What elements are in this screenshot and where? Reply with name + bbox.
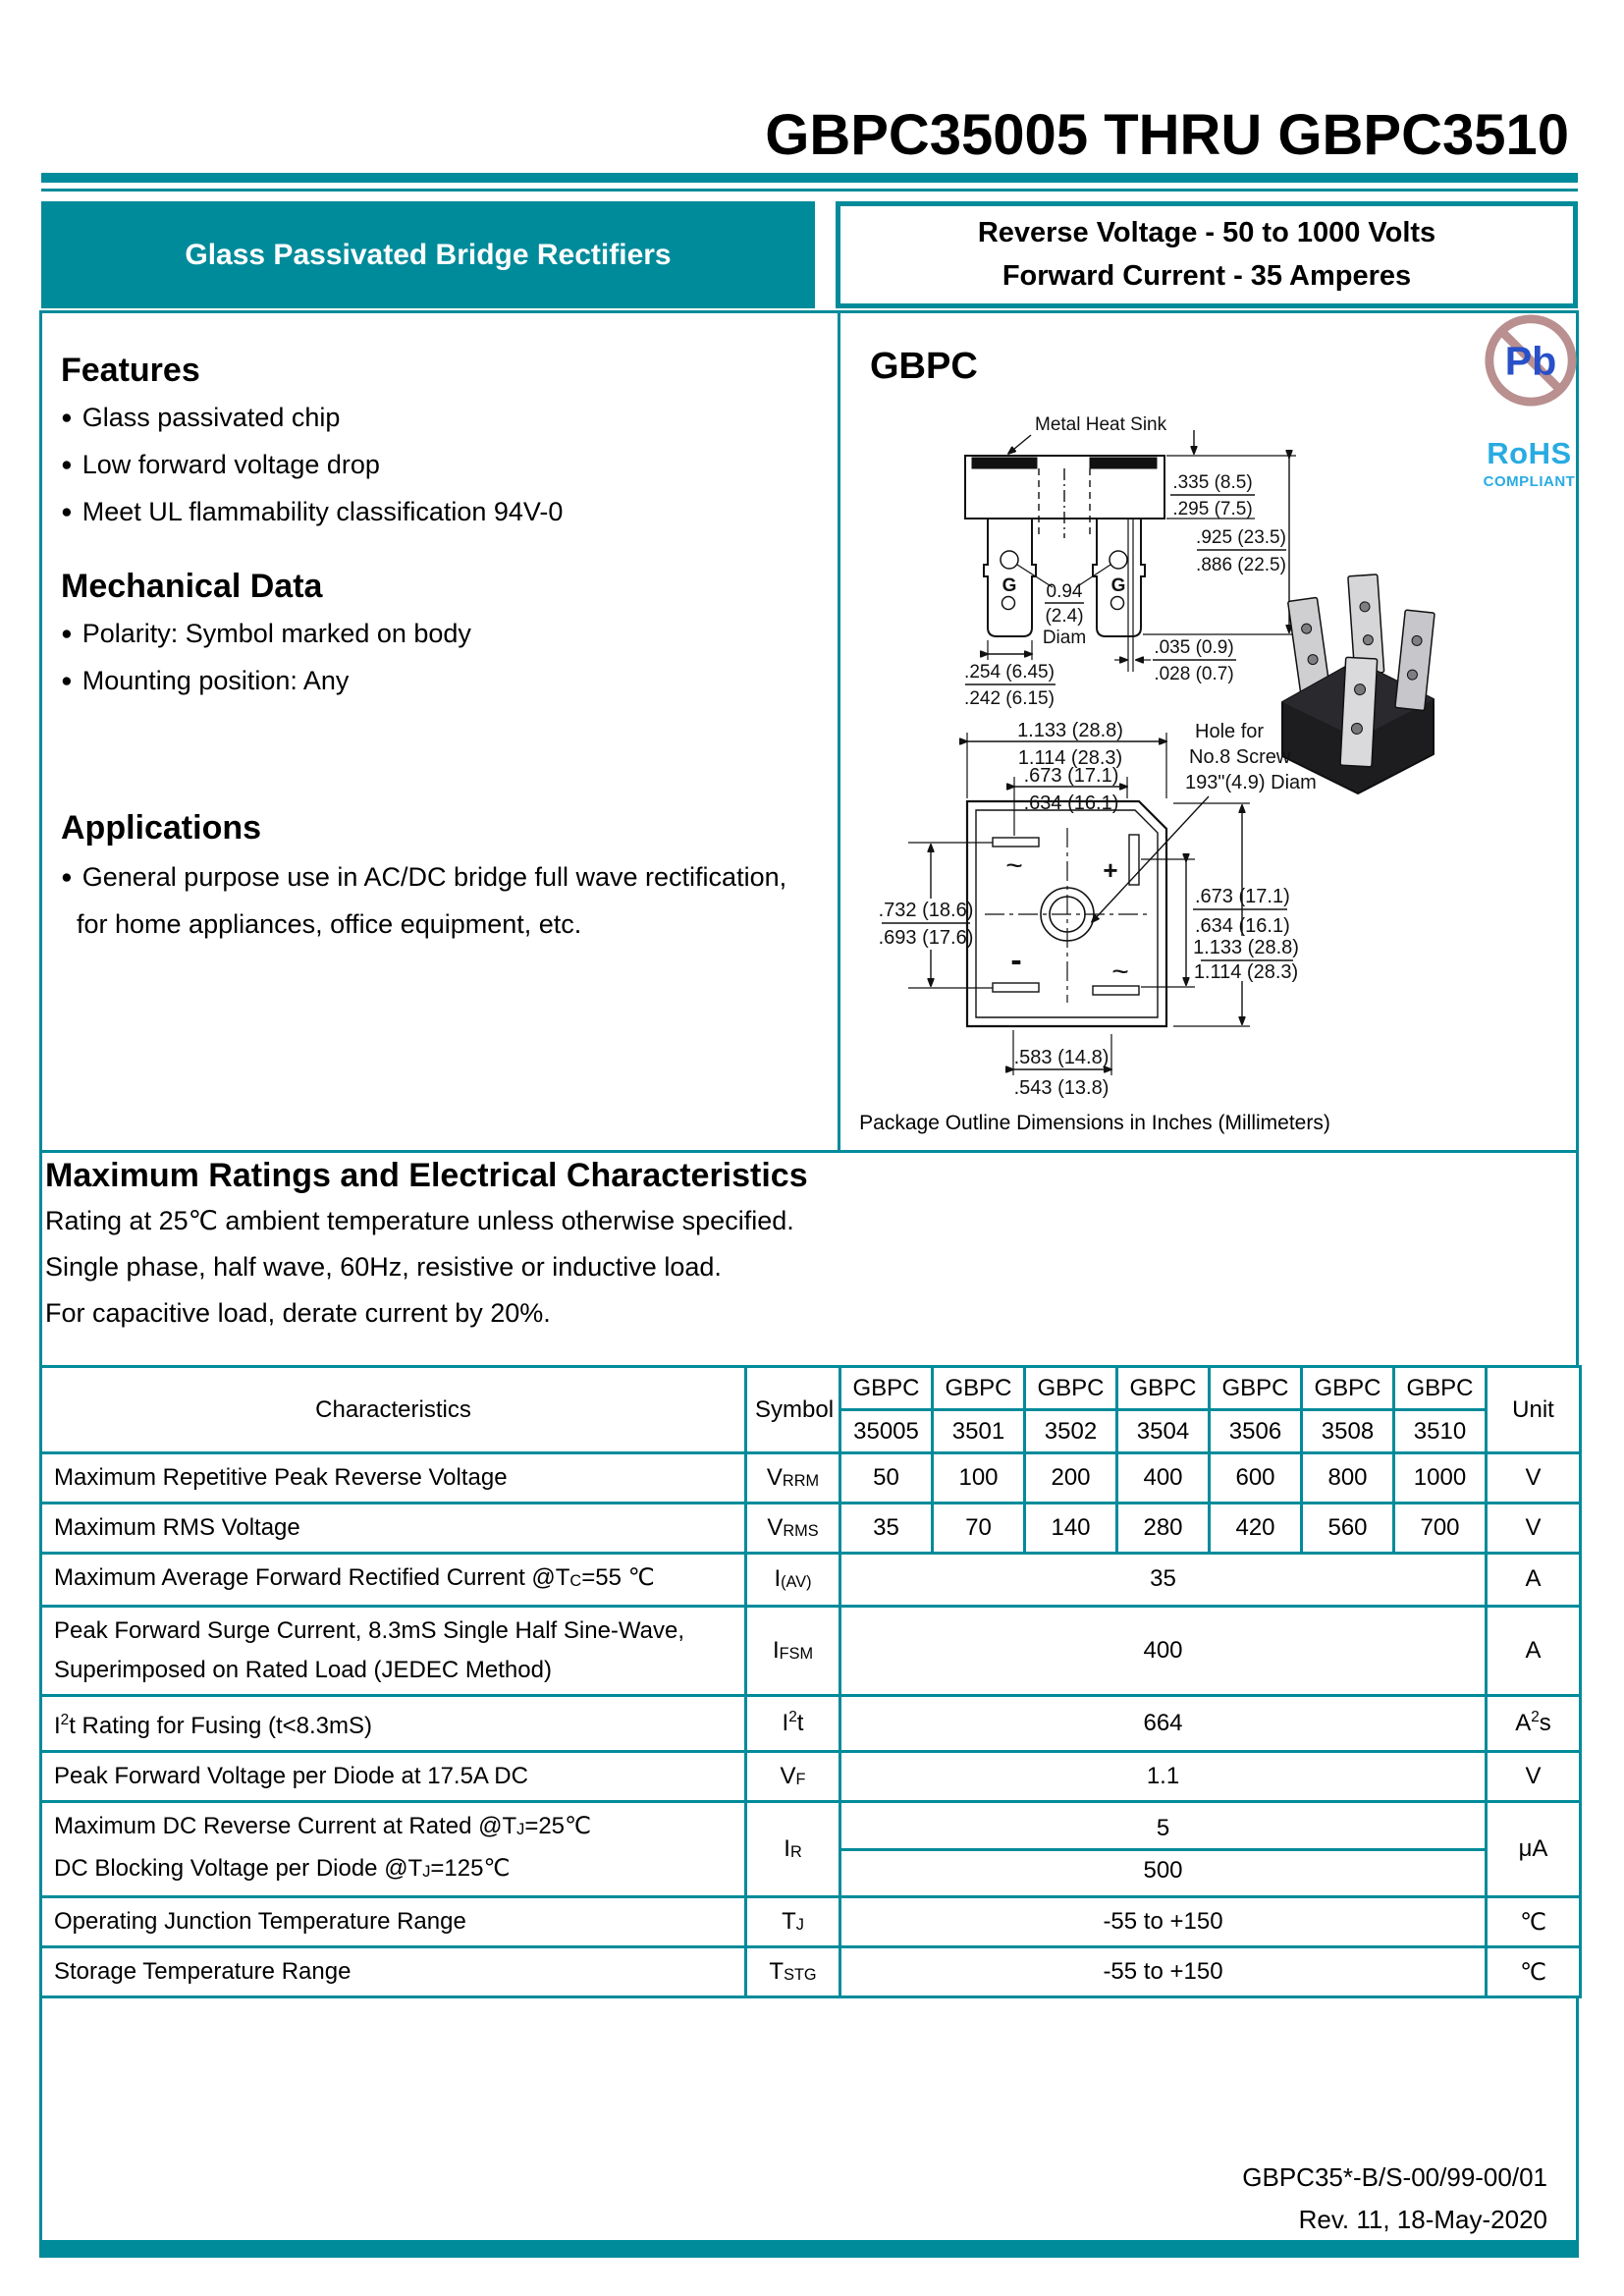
svg-text:.634 (16.1): .634 (16.1) [1195,915,1290,937]
value-cell: 1.1 [840,1752,1487,1802]
table-row [41,1947,1581,1997]
col-header-part-number: 3506 [1210,1410,1302,1453]
unit-cell: $A^2s$ [1487,1695,1581,1751]
table-row [41,1695,1581,1751]
features-heading: Features [61,352,200,389]
symbol-cell: VRRM [746,1453,840,1503]
svg-text:Hole for: Hole for [1195,721,1265,742]
package-caption: Package Outline Dimensions in Inches (Millimeters) [859,1112,1330,1134]
page-footer [1242,2157,1547,2241]
note-line: Single phase, half wave, 60Hz, resistive or inductive load. [45,1252,722,1282]
heat-sink-strip [1090,458,1157,468]
symbol-cell: $I^2t$ [746,1695,840,1751]
col-header-series: GBPC [1394,1367,1487,1410]
characteristic-cell: Maximum Average Forward Rectified Current @TC=55 ℃ [41,1554,746,1607]
applications-heading: Applications [61,809,262,847]
terminal-minus-mark: - [1010,942,1022,979]
value-cell: 800 [1302,1453,1394,1503]
bottom-bar [39,2243,1579,2258]
title-rule-thin [41,189,1578,191]
pb-free-icon [1483,312,1579,409]
terminal-ac-mark: ~ [1005,849,1023,882]
list-item: ● Low forward voltage drop [61,450,563,480]
characteristic-cell: $I^2t$ Rating for Fusing (t<8.3mS) [41,1695,746,1751]
svg-text:1.114 (28.3): 1.114 (28.3) [1017,747,1123,769]
value-cell: 400 [1117,1453,1210,1503]
forward-current-line: Forward Current - 35 Amperes [1001,260,1412,292]
rohs-badge [1478,436,1581,490]
value-cell: 35 [840,1554,1487,1607]
mechanical-heading: Mechanical Data [61,568,323,605]
table-row [41,1606,1581,1695]
col-header-part-number: 3508 [1302,1410,1394,1453]
symbol-cell: TSTG [746,1947,840,1997]
value-cell: 700 [1394,1503,1487,1554]
unit-cell: μA [1487,1802,1581,1897]
svg-text:Pb: Pb [1504,338,1557,384]
svg-text:(2.4): (2.4) [1045,606,1084,627]
col-header-series: GBPC [933,1367,1025,1410]
ratings-notes [45,1206,794,1344]
col-header-part-number: 35005 [840,1410,933,1453]
reverse-voltage-line: Reverse Voltage - 50 to 1000 Volts [977,217,1436,248]
characteristic-cell: Operating Junction Temperature Range [41,1897,746,1947]
unit-cell: V [1487,1453,1581,1503]
value-cell: 600 [1210,1453,1302,1503]
rohs-label: RoHS [1487,436,1572,470]
value-cell: 50 [840,1453,933,1503]
heat-sink-strip [972,458,1037,468]
table-row [41,1554,1581,1607]
svg-text:.335 (8.5): .335 (8.5) [1172,472,1253,493]
note-line: Rating at 25℃ ambient temperature unless otherwise specified. [45,1206,794,1235]
ratings-table [39,1365,1582,1998]
symbol-cell: IFSM [746,1606,840,1695]
svg-text:Diam: Diam [1042,628,1087,648]
col-header-characteristics: Characteristics [41,1367,746,1453]
svg-text:.543 (13.8): .543 (13.8) [1013,1077,1110,1099]
terminal-ac-mark: ~ [1111,956,1129,988]
svg-text:.242 (6.15): .242 (6.15) [964,688,1055,709]
svg-text:.254 (6.45): .254 (6.45) [964,662,1055,683]
svg-text:1.114 (28.3): 1.114 (28.3) [1193,961,1299,983]
col-header-part-number: 3510 [1394,1410,1487,1453]
list-item: ● Polarity: Symbol marked on body [61,619,471,649]
terminal-plus-mark: + [1103,855,1118,885]
value-cell: 140 [1025,1503,1117,1554]
col-header-series: GBPC [1117,1367,1210,1410]
symbol-cell: IR [746,1802,840,1897]
characteristic-cell: Maximum DC Reverse Current at Rated @TJ=25℃ DC Blocking Voltage per Diode @TJ=125℃ [41,1802,746,1897]
col-header-part-number: 3502 [1025,1410,1117,1453]
svg-text:.673 (17.1): .673 (17.1) [1195,886,1290,907]
value-cell: 35 [840,1503,933,1554]
value-cell: 100 [933,1453,1025,1503]
svg-text:G: G [1110,575,1126,596]
col-header-series: GBPC [1025,1367,1117,1410]
value-cell: -55 to +150 [840,1947,1487,1997]
value-cell: 664 [840,1695,1487,1751]
characteristic-cell: Peak Forward Surge Current, 8.3mS Single Half Sine-Wave, Superimposed on Rated Load (JEDEC Method) [41,1606,746,1695]
table-row [41,1453,1581,1503]
mechanical-list [61,619,471,713]
svg-text:.673 (17.1): .673 (17.1) [1023,765,1119,787]
svg-text:.732 (18.6): .732 (18.6) [878,900,974,921]
svg-text:.925 (23.5): .925 (23.5) [1196,527,1286,548]
ratings-banner [836,201,1578,308]
value-cell: 420 [1210,1503,1302,1554]
list-item: ● Mounting position: Any [61,666,471,696]
col-header-series: GBPC [1302,1367,1394,1410]
table-row [41,1503,1581,1554]
value-cell: 280 [1117,1503,1210,1554]
svg-text:.886 (22.5): .886 (22.5) [1196,555,1286,575]
package-name: GBPC [870,346,978,387]
svg-text:1.133 (28.8): 1.133 (28.8) [1193,937,1299,958]
document-code: GBPC35*-B/S-00/99-00/01 [1242,2162,1547,2192]
value-cell: 70 [933,1503,1025,1554]
column-divider [838,310,840,1153]
unit-cell: V [1487,1503,1581,1554]
heat-sink-label: Metal Heat Sink [1035,414,1167,435]
list-item: ● General purpose use in AC/DC bridge full wave rectification, [61,862,786,893]
value-cell: 560 [1302,1503,1394,1554]
features-list [61,403,563,544]
applications-list [61,862,786,957]
svg-text:193"(4.9) Diam: 193"(4.9) Diam [1185,772,1317,793]
col-header-series: GBPC [1210,1367,1302,1410]
symbol-cell: TJ [746,1897,840,1947]
characteristic-cell: Peak Forward Voltage per Diode at 17.5A DC [41,1752,746,1802]
col-header-part-number: 3501 [933,1410,1025,1453]
page-title: GBPC35005 THRU GBPC3510 [765,103,1569,167]
col-header-part-number: 3504 [1117,1410,1210,1453]
title-rule-thick [41,173,1578,183]
symbol-cell: VF [746,1752,840,1802]
table-row [41,1752,1581,1802]
characteristic-cell: Storage Temperature Range [41,1947,746,1997]
value-cell: 1000 [1394,1453,1487,1503]
svg-text:No.8 Screw: No.8 Screw [1189,746,1291,768]
rohs-compliant-label: COMPLIANT [1483,473,1576,490]
value-cell: 200 [1025,1453,1117,1503]
terminal-slot [993,983,1039,992]
col-header-symbol: Symbol [746,1367,840,1453]
svg-text:.295 (7.5): .295 (7.5) [1172,499,1253,519]
unit-cell: ℃ [1487,1897,1581,1947]
revision-date: Rev. 11, 18-May-2020 [1298,2205,1547,2234]
product-family-label: Glass Passivated Bridge Rectifiers [185,238,672,271]
list-item: for home appliances, office equipment, etc. [77,909,582,939]
col-header-series: GBPC [840,1367,933,1410]
table-row [41,1802,1581,1897]
value-cell: 5 500 [840,1802,1487,1897]
unit-cell: V [1487,1752,1581,1802]
section-divider [39,1150,1579,1153]
symbol-cell: I(AV) [746,1554,840,1607]
value-cell: -55 to +150 [840,1897,1487,1947]
ratings-heading: Maximum Ratings and Electrical Characteristics [45,1157,808,1194]
svg-text:.035 (0.9): .035 (0.9) [1154,637,1234,658]
characteristic-cell: Maximum RMS Voltage [41,1503,746,1554]
svg-text:.583 (14.8): .583 (14.8) [1013,1047,1110,1068]
col-header-unit: Unit [1487,1367,1581,1453]
svg-text:.634 (16.1): .634 (16.1) [1023,793,1119,814]
table-row [41,1897,1581,1947]
unit-cell: A [1487,1606,1581,1695]
svg-text:G: G [1001,575,1017,596]
product-family-banner [41,201,815,308]
symbol-cell: VRMS [746,1503,840,1554]
package-bottom-view-drawing [849,720,1345,1113]
svg-text:.028 (0.7): .028 (0.7) [1154,664,1234,684]
value-cell: 400 [840,1606,1487,1695]
terminal-slot [993,838,1039,847]
svg-text:1.133 (28.8): 1.133 (28.8) [1017,720,1123,741]
characteristic-cell: Maximum Repetitive Peak Reverse Voltage [41,1453,746,1503]
list-item: ● Meet UL flammability classification 94V-0 [61,497,563,527]
svg-text:0.94: 0.94 [1046,581,1083,602]
svg-text:.693 (17.6): .693 (17.6) [878,927,974,949]
note-line: For capacitive load, derate current by 20%. [45,1298,551,1328]
unit-cell: A [1487,1554,1581,1607]
list-item: ● Glass passivated chip [61,403,563,433]
unit-cell: ℃ [1487,1947,1581,1997]
